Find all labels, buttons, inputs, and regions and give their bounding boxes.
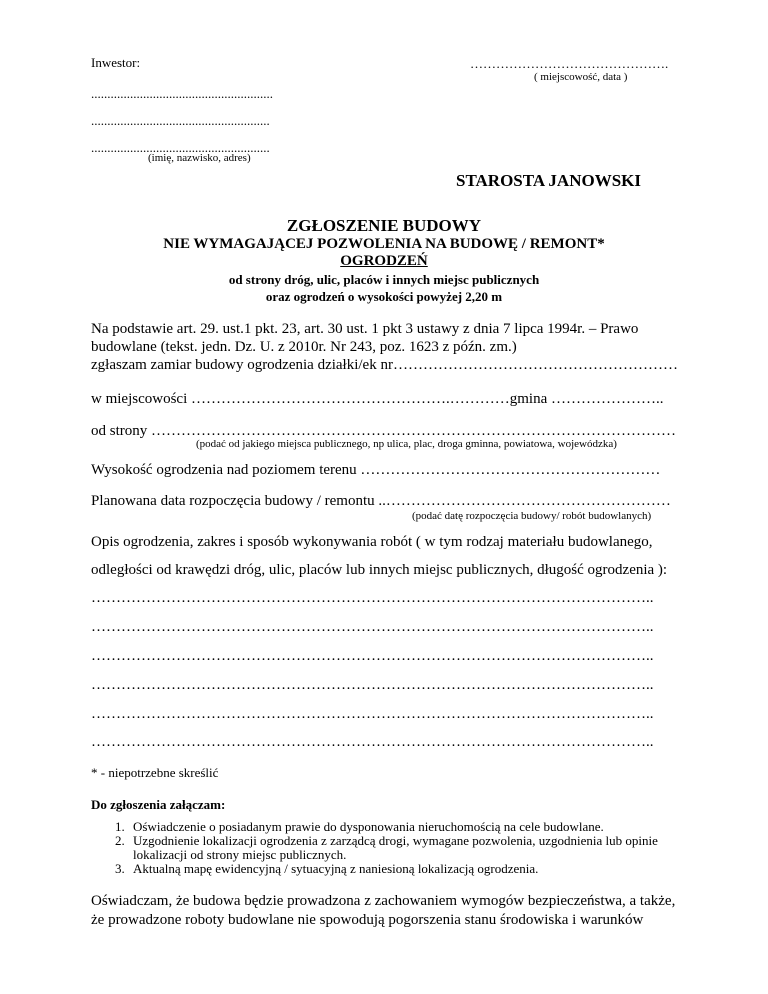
height-field[interactable]: Wysokość ogrodzenia nad poziomem terenu ……………………………………………………: [91, 462, 661, 478]
description-dots-5[interactable]: …………………………………………………………………………………………………..: [91, 706, 654, 722]
locality-field[interactable]: w miejscowości …………………………………………….…………gmina …………………..: [91, 391, 664, 407]
description-dots-6[interactable]: …………………………………………………………………………………………………..: [91, 734, 654, 750]
place-date-field[interactable]: ……………………………………….: [470, 56, 669, 71]
legal-basis-line-1: Na podstawie art. 29. ust.1 pkt. 23, art. 30 ust. 1 pkt 3 ustawy z dnia 7 lipca 1994r. – Prawo: [91, 321, 639, 337]
description-dots-1[interactable]: …………………………………………………………………………………………………..: [91, 590, 654, 606]
start-date-caption: (podać datę rozpoczęcia budowy/ robót budowlanych): [412, 510, 652, 522]
investor-caption: (imię, nazwisko, adres): [148, 152, 251, 164]
attachment-number: 1.: [115, 819, 125, 834]
description-dots-2[interactable]: …………………………………………………………………………………………………..: [91, 619, 654, 635]
attachment-item: [115, 862, 675, 876]
attachment-number: 2.: [115, 833, 125, 848]
attachment-item: [115, 834, 675, 862]
attachment-text: Oświadczenie o posiadanym prawie do dysponowania nieruchomością na cele budowlane.: [133, 819, 604, 834]
attachment-number: 3.: [115, 861, 125, 876]
footnote: * - niepotrzebne skreślić: [91, 765, 219, 780]
title-line-1: ZGŁOSZENIE BUDOWY: [286, 216, 482, 235]
description-dots-3[interactable]: …………………………………………………………………………………………………..: [91, 648, 654, 664]
side-caption: (podać od jakiego miejsca publicznego, np ulica, plac, droga gminna, powiatowa, wojewódzka): [196, 438, 617, 450]
title-line-2: NIE WYMAGAJĄCEJ POZWOLENIA NA BUDOWĘ / REMONT*: [163, 236, 605, 252]
investor-label: Inwestor:: [91, 55, 141, 70]
title-line-3: OGRODZEŃ: [340, 253, 428, 269]
description-line-2: odległości od krawędzi dróg, ulic, placów lub innych miejsc publicznych, długość ogrodzenia ):: [91, 562, 668, 578]
investor-line-3[interactable]: .......................................................: [91, 140, 270, 155]
attachments-heading: Do zgłoszenia załączam:: [91, 797, 226, 812]
plot-number-field[interactable]: zgłaszam zamiar budowy ogrodzenia działki/ek nr…………………………………………………: [91, 357, 678, 373]
attachment-item: [115, 820, 675, 834]
addressee: STAROSTA JANOWSKI: [456, 171, 641, 190]
description-line-1: Opis ogrodzenia, zakres i sposób wykonywania robót ( w tym rodzaj materiału budowlanego,: [91, 534, 653, 550]
investor-line-2[interactable]: .......................................................: [91, 113, 270, 128]
place-date-caption: ( miejscowość, data ): [534, 71, 628, 83]
attachments-list: [115, 820, 675, 876]
description-dots-4[interactable]: …………………………………………………………………………………………………..: [91, 677, 654, 693]
attachment-text: Uzgodnienie lokalizacji ogrodzenia z zarządcą drogi, wymagane pozwolenia, uzgodnienia lub opinie lokalizacji od strony miejsc publicznych.: [133, 833, 658, 862]
side-field[interactable]: od strony ……………………………………………………………………………………………: [91, 423, 676, 439]
legal-basis-line-2: budowlane (tekst. jedn. Dz. U. z 2010r. Nr 243, poz. 1623 z późn. zm.): [91, 339, 517, 355]
title-line-5: oraz ogrodzeń o wysokości powyżej 2,20 m: [265, 289, 503, 304]
declaration-line-1: Oświadczam, że budowa będzie prowadzona z zachowaniem wymogów bezpieczeństwa, a także,: [91, 893, 676, 909]
investor-line-1[interactable]: ........................................................: [91, 86, 273, 101]
declaration-line-2: że prowadzone roboty budowlane nie spowodują pogorszenia stanu środowiska i warunków: [91, 912, 644, 928]
attachment-text: Aktualną mapę ewidencyjną / sytuacyjną z naniesioną lokalizacją ogrodzenia.: [133, 861, 539, 876]
title-line-4: od strony dróg, ulic, placów i innych miejsc publicznych: [228, 272, 540, 287]
start-date-field[interactable]: Planowana data rozpoczęcia budowy / remontu ..…………………………………………………: [91, 493, 671, 509]
